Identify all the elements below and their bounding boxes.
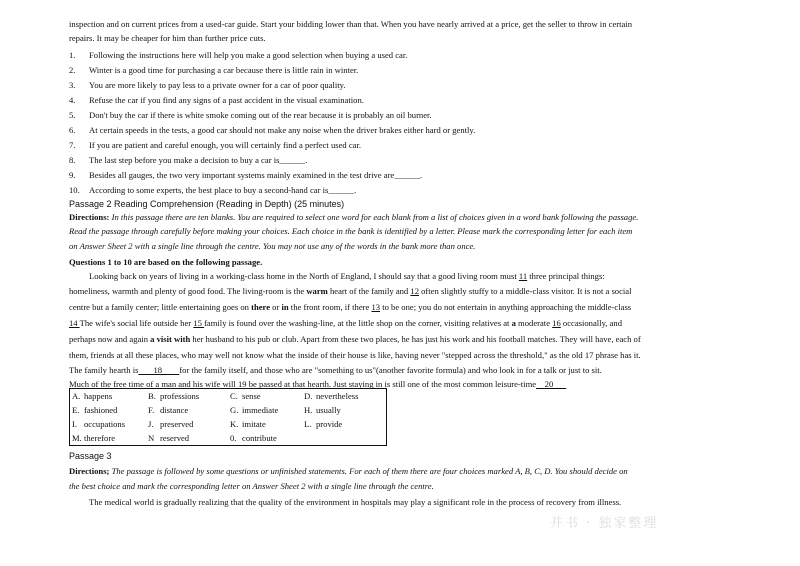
choice-letter: B. — [148, 391, 156, 401]
choice-letter: K. — [230, 419, 239, 429]
blank-15: 15 — [193, 318, 205, 328]
passage-text: The family hearth is — [69, 365, 139, 375]
intro-line-2: repairs. It may be cheaper for him than further price cuts. — [69, 33, 266, 43]
passage-2-directions-line-3: on Answer Sheet 2 with a single line through the centre. You may not use any of the words in the bank more than once. — [69, 241, 476, 251]
statement-item — [69, 95, 769, 106]
passage-text: homeliness, warmth and plenty of good food. The living-room is the — [69, 286, 307, 296]
passage-text: there — [251, 302, 271, 312]
passage-text: in — [281, 302, 289, 312]
passage-text: her husband to his pub or club. Apart from these two places, he has just his work and his football matches. They will have, each of — [190, 334, 641, 344]
passage-line-4 — [69, 318, 769, 329]
statement-number: 10. — [69, 185, 80, 195]
statement-number: 2. — [69, 65, 76, 75]
choice-word: distance — [160, 405, 189, 415]
choice-letter: G. — [230, 405, 239, 415]
statement-item — [69, 110, 769, 121]
statement-number: 8. — [69, 155, 76, 165]
passage-text: three principal things: — [527, 271, 605, 281]
choice-letter — [302, 431, 314, 446]
statement-item — [69, 50, 769, 61]
statement-number: 3. — [69, 80, 76, 90]
watermark-text: 并书 · 独家整理 — [550, 516, 659, 531]
choice-word: immediate — [242, 405, 279, 415]
choice-letter: J. — [148, 419, 154, 429]
choice-word: occupations — [84, 419, 126, 429]
choice-word: happens — [84, 391, 113, 401]
blank-13: 13 — [371, 302, 381, 312]
choice-letter: E. — [72, 405, 80, 415]
blank-20: 20 — [536, 379, 567, 389]
passage-2-heading: Passage 2 Reading Comprehension (Reading in Depth) (25 minutes) — [69, 199, 345, 209]
choice-letter: I. — [72, 419, 78, 429]
passage-text: warm — [306, 286, 328, 296]
word-bank-row — [70, 417, 387, 431]
blank-11: 11 — [518, 271, 528, 281]
choice-word: contribute — [242, 433, 277, 443]
choice-letter: N — [148, 433, 155, 443]
passage-text: Looking back on years of living in a working-class home in the North of England, I should say that a good living room must — [89, 271, 519, 281]
statement-number: 5. — [69, 110, 76, 120]
statement-text: Besides all gauges, the two very important systems mainly examined in the test drive are______. — [89, 170, 423, 180]
statement-item — [69, 80, 769, 91]
choice-word: usually — [316, 405, 341, 415]
passage-3-line-1: The medical world is gradually realizing that the quality of the environment in hospitals may play a significant role in the process of recovery from illness. — [89, 497, 622, 507]
statement-text: Refuse the car if you find any signs of a past accident in the visual examination. — [89, 95, 364, 105]
statement-item — [69, 155, 769, 166]
choice-word: imitate — [242, 419, 266, 429]
statement-text: Winter is a good time for purchasing a car because there is little rain in winter. — [89, 65, 359, 75]
passage-text: family is found over the washing-line, at the little shop on the corner, visiting relatives at — [204, 318, 512, 328]
statement-item — [69, 65, 769, 76]
passage-line-2 — [69, 286, 769, 297]
passage-text: for the family itself, and those who are "something to us"(another favorite formula) and who look in for a talk or just to sit. — [179, 365, 602, 375]
choice-word: fashioned — [84, 405, 118, 415]
word-bank-row — [70, 389, 387, 404]
statement-text: According to some experts, the best place to buy a second-hand car is______. — [89, 185, 357, 195]
choice-word: provide — [316, 419, 343, 429]
statement-number: 6. — [69, 125, 76, 135]
blank-18: 18 — [138, 365, 180, 375]
intro-line-1: inspection and on current prices from a used-car guide. Start your bidding lower than that. When you have nearly arrived at a price, get the seller to throw in certain — [69, 19, 633, 29]
statement-item — [69, 140, 769, 151]
passage-line-3 — [69, 302, 769, 313]
choice-letter: C. — [230, 391, 238, 401]
statement-item — [69, 125, 769, 136]
passage-text: the front room, if there — [288, 302, 372, 312]
passage-text: centre but a family center; little entertaining goes on — [69, 302, 252, 312]
choice-word: reserved — [160, 433, 190, 443]
passage-text: a visit with — [150, 334, 191, 344]
word-bank-table — [69, 388, 387, 446]
statement-text: You are more likely to pay less to a private owner for a car of poor quality. — [89, 80, 346, 90]
passage-line-6: them, friends at all these places, who may well not know what the inside of their house is like, having never "stepped across the threshold," as the old 17 phrase has it. — [69, 350, 641, 360]
statement-item — [69, 185, 769, 196]
statement-text: At certain speeds in the tests, a good car should not make any noise when the driver brakes either hard or gently. — [89, 125, 476, 135]
directions-label: Directions: — [69, 212, 110, 222]
choice-letter: H. — [304, 405, 313, 415]
choice-letter: A. — [72, 391, 81, 401]
passage-3-directions-line-2: the best choice and mark the corresponding letter on Answer Sheet 2 with a single line through the centre. — [69, 481, 434, 491]
passage-2-directions-line-1 — [69, 212, 769, 223]
passage-text: to be one; you do not entertain in anything approaching the middle-class — [380, 302, 632, 312]
questions-label: Questions 1 to 10 are based on the following passage. — [69, 257, 263, 267]
statement-text: The last step before you make a decision to buy a car is______. — [89, 155, 308, 165]
blank-14: 14 — [69, 318, 80, 328]
blank-16: 16 — [552, 318, 561, 328]
statement-text: Don't buy the car if there is white smoke coming out of the rear because it is probably an oil burner. — [89, 110, 432, 120]
directions-text: The passage is followed by some questions or unfinished statements. For each of them there are four choices marked A, B, C, D. You should decide on — [111, 466, 628, 476]
choice-letter: 0. — [230, 433, 237, 443]
statement-text: Following the instructions here will help you make a good selection when buying a used car. — [89, 50, 408, 60]
word-bank-row — [70, 431, 387, 446]
passage-text: Much of the free time of a man and his wife will 19 be passed at that hearth. Just staying in is still one of the most common leisure-time — [69, 379, 537, 389]
choice-word — [314, 431, 387, 446]
statement-number: 1. — [69, 50, 76, 60]
passage-text: perhaps now and again — [69, 334, 151, 344]
passage-text: occasionally, and — [560, 318, 623, 328]
statement-number: 4. — [69, 95, 76, 105]
passage-line-5 — [69, 334, 769, 345]
passage-text: often slightly stuffy to a middle-class visitor. It is not a social — [418, 286, 632, 296]
passage-line-7 — [69, 365, 769, 376]
choice-letter: F. — [148, 405, 155, 415]
passage-line-1 — [69, 271, 769, 282]
choice-letter: M. — [72, 433, 82, 443]
choice-word: nevertheless — [316, 391, 359, 401]
statement-text: If you are patient and careful enough, you will certainly find a perfect used car. — [89, 140, 362, 150]
statement-number: 9. — [69, 170, 76, 180]
passage-text: a — [511, 318, 516, 328]
passage-2-directions-line-2: Read the passage through carefully before making your choices. Each choice in the bank is identified by a letter. Please mark the corresponding letter for each item — [69, 226, 633, 236]
statement-item — [69, 170, 769, 181]
passage-text: heart of the family and — [327, 286, 411, 296]
passage-3-directions-line-1 — [69, 466, 769, 477]
word-bank-row — [70, 403, 387, 417]
passage-text: The wife's social life outside her — [79, 318, 194, 328]
directions-text: In this passage there are ten blanks. You are required to select one word for each blank from a list of choices given in a word bank following the passage. — [111, 212, 639, 222]
statement-number: 7. — [69, 140, 76, 150]
passage-3-heading: Passage 3 — [69, 451, 112, 461]
passage-text: or — [270, 302, 282, 312]
blank-12: 12 — [410, 286, 419, 296]
choice-word: preserved — [160, 419, 194, 429]
directions-label: Directions; — [69, 466, 110, 476]
choice-letter: D. — [304, 391, 313, 401]
choice-letter: L. — [304, 419, 312, 429]
choice-word: therefore — [84, 433, 116, 443]
passage-text: moderate — [515, 318, 553, 328]
choice-word: sense — [242, 391, 261, 401]
choice-word: professions — [160, 391, 200, 401]
